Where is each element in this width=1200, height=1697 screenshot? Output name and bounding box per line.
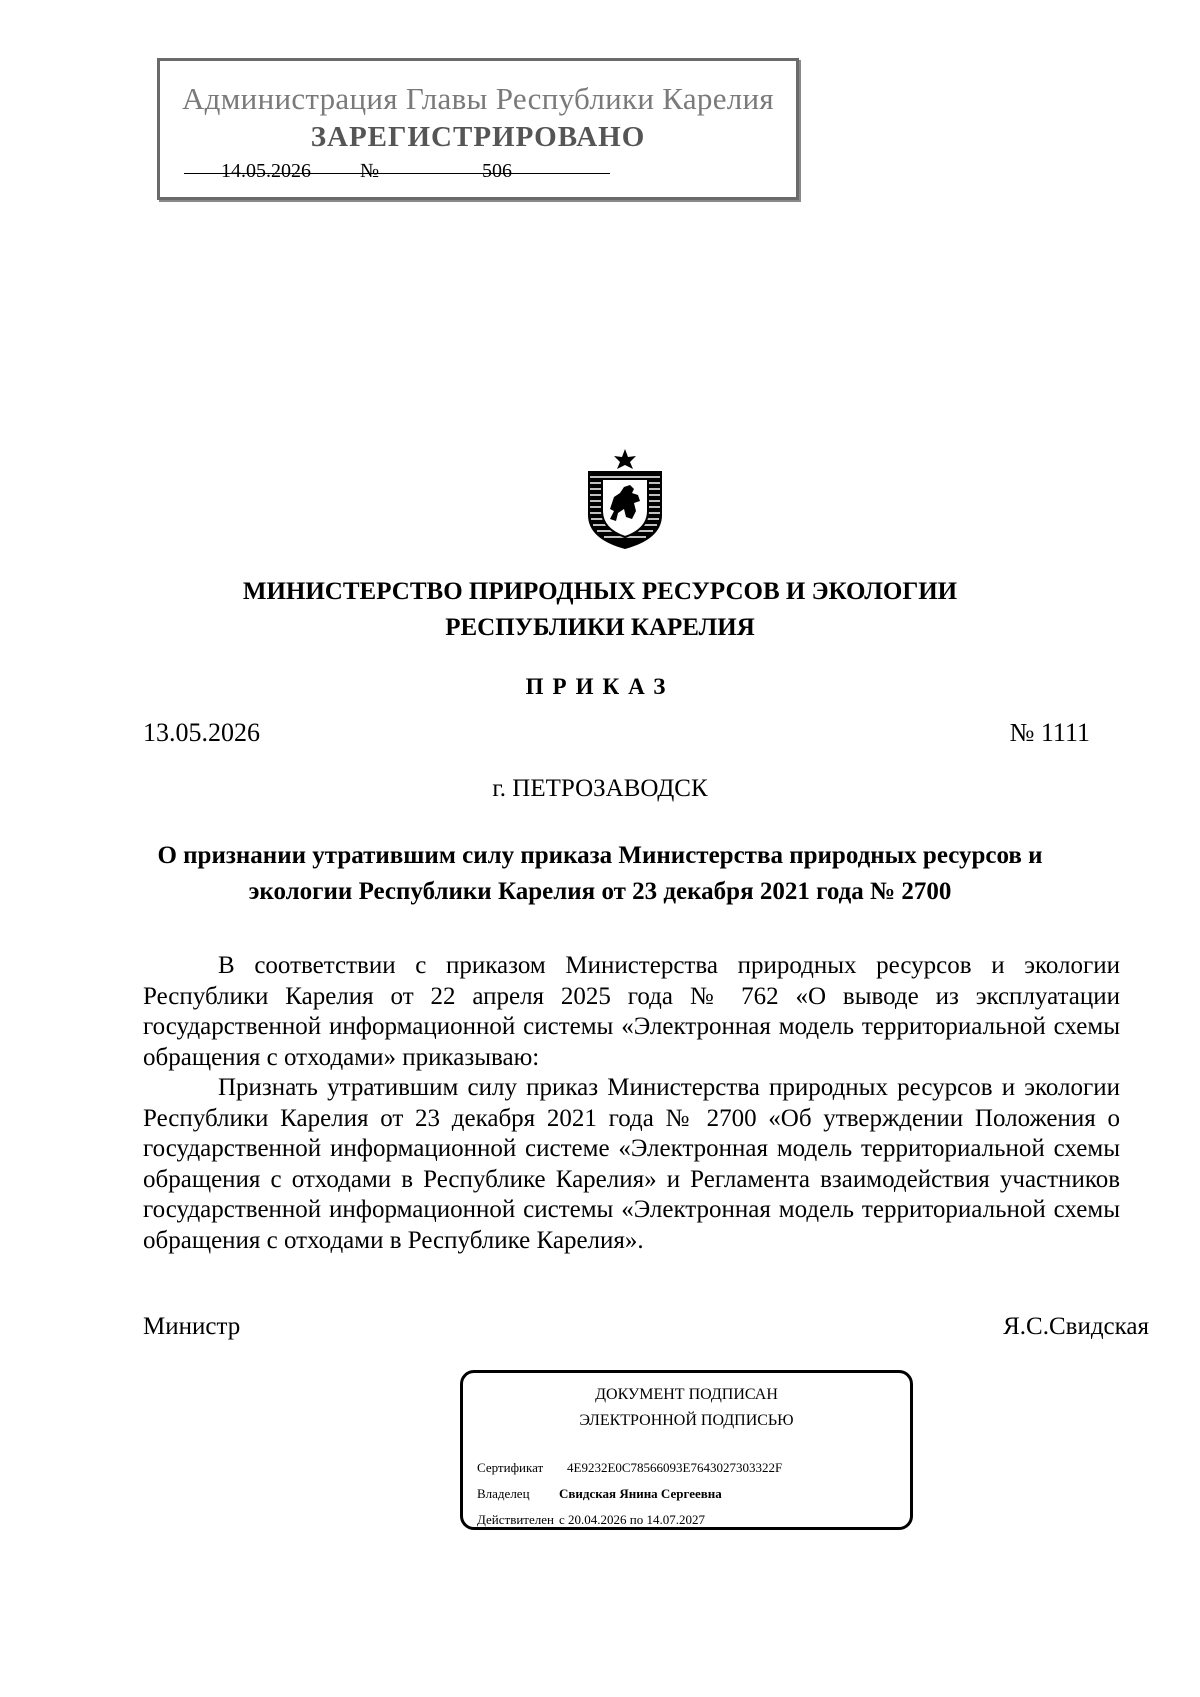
esignature-certificate-row <box>477 1460 782 1476</box>
esignature-owner-label: Владелец <box>477 1486 530 1501</box>
registration-stamp <box>157 58 799 200</box>
signatory-position: Министр <box>143 1313 241 1340</box>
electronic-signature-stamp <box>460 1370 913 1530</box>
esignature-title-line1: ДОКУМЕНТ ПОДПИСАН <box>595 1386 778 1403</box>
order-title-line2: экологии Республики Карелия от 23 декабря 2021 года № 2700 <box>248 878 952 905</box>
order-number: № 1111 <box>1009 718 1090 747</box>
body-paragraph: В соответствии с приказом Министерства природных ресурсов и экологии Республики Карелия от 22 апреля 2025 года № 762 «О выводе из эксплуатации государственной информационной системы «Электронная модель территориальной схемы обращения с отходами» приказываю: <box>143 952 1120 1071</box>
registration-number: 506 <box>482 160 512 182</box>
signatory-name: Я.С.Свидская <box>1003 1313 1149 1340</box>
order-title-line1: О признании утратившим силу приказа Министерства природных ресурсов и <box>157 842 1043 869</box>
ministry-name-line2: РЕСПУБЛИКИ КАРЕЛИЯ <box>445 614 755 641</box>
esignature-validity-row <box>477 1512 705 1528</box>
esignature-certificate-value: 4E9232E0C78566093E7643027303322F <box>567 1460 783 1475</box>
document-type-heading: ПРИКАЗ <box>525 674 675 699</box>
esignature-title-line2: ЭЛЕКТРОННОЙ ПОДПИСЬЮ <box>579 1412 794 1429</box>
registration-stamp-organization: Администрация Главы Республики Карелия <box>182 81 774 116</box>
esignature-owner-value: Свидская Янина Сергеевна <box>559 1486 722 1501</box>
ministry-name-line1: МИНИСТЕРСТВО ПРИРОДНЫХ РЕСУРСОВ И ЭКОЛОГИИ <box>242 578 958 605</box>
registration-stamp-status: ЗАРЕГИСТРИРОВАНО <box>310 121 646 153</box>
karelia-coat-of-arms-icon <box>580 447 670 552</box>
esignature-validity-label: Действителен <box>477 1512 554 1527</box>
order-date: 13.05.2026 <box>143 718 260 747</box>
esignature-certificate-label: Сертификат <box>477 1460 544 1475</box>
esignature-validity-value: с 20.04.2026 по 14.07.2027 <box>559 1512 705 1527</box>
city: г. ПЕТРОЗАВОДСК <box>492 775 708 802</box>
registration-number-label: № <box>360 160 380 182</box>
esignature-owner-row <box>477 1486 722 1502</box>
registration-date: 14.05.2026 <box>221 160 311 182</box>
body-paragraph: Признать утратившим силу приказ Министерства природных ресурсов и экологии Республики Карелия от 23 декабря 2021 года № 2700 «Об утверждении Положения о государственной информационной системе «Электронная модель территориальной схемы обращения с отходами в Республике Карелия» и Регламента взаимодействия участников государственной информационной системы «Электронная модель территориальной схемы обращения с отходами в Республике Карелия». <box>143 1074 1120 1254</box>
